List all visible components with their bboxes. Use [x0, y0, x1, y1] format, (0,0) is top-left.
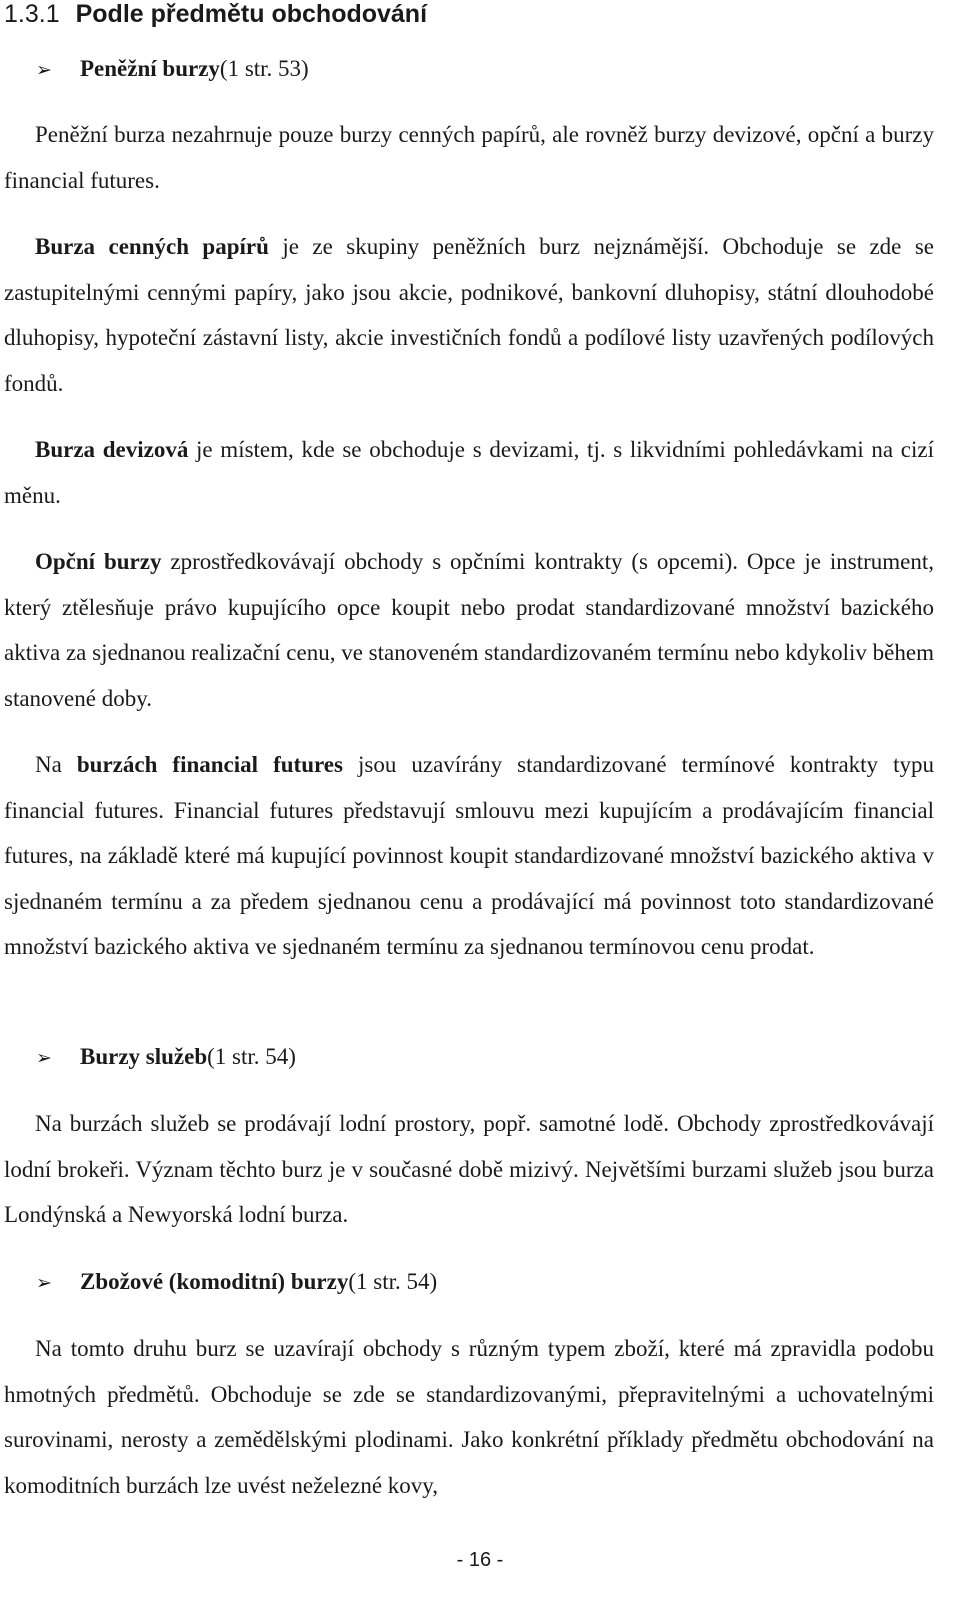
paragraph-text: jsou uzavírány standardizované termínové kontrakty typu financial futures. Financial futures představují smlouvu mezi kupujícím a prodávajícím financial futures, na základě které má kupující povinnost koupit standardizované množství bazického aktiva v sjednaném termínu a za předem sjednanou cenu a prodávající má povinnost toto standardizované množství bazického aktiva ve sjednaném termínu za sjednanou termínovou cenu prodat.: [4, 752, 934, 959]
section-number: 1.3.1: [4, 0, 60, 28]
paragraph-currency-exchange: [4, 427, 934, 518]
section-title: Podle předmětu obchodování: [75, 0, 428, 28]
paragraph-text: Na: [35, 752, 77, 777]
paragraph-text: je ze skupiny peněžních burz nejznámější. Obchoduje se zde se zastupitelnými cennými papíry, jako jsou akcie, podnikové, bankovní dluhopisy, státní dlouhodobé dluhopisy, hypoteční zástavní listy, akcie investičních fondů a podílové listy uzavřených podílových fondů.: [4, 234, 934, 396]
term-currency-exchange: Burza devizová: [35, 437, 189, 462]
paragraph-option-exchanges: [4, 539, 934, 721]
bullet-reference: (1 str. 53): [219, 56, 309, 81]
section-heading: [4, 0, 427, 32]
bullet-title: Zbožové (komoditní) burzy: [80, 1269, 349, 1294]
arrow-bullet-icon: ➢: [36, 1047, 52, 1069]
bullet-money-exchanges: [36, 54, 309, 85]
bullet-commodity-exchanges: [36, 1267, 437, 1298]
term-financial-futures: burzách financial futures: [76, 752, 343, 777]
bullet-services-exchanges: [36, 1042, 296, 1073]
paragraph-text: zprostředkovávají obchody s opčními kontrakty (s opcemi). Opce je instrument, který ztělesňuje právo kupujícího opce koupit nebo prodat standardizované množství bazického aktiva za sjednanou realizační cenu, ve stanoveném standardizovaném termínu nebo kdykoliv během stanovené doby.: [4, 549, 934, 711]
page-number: - 16 -: [456, 1549, 504, 1571]
bullet-reference: (1 str. 54): [348, 1269, 438, 1294]
paragraph-financial-futures: [4, 742, 934, 970]
paragraph-services: Na burzách služeb se prodávají lodní prostory, popř. samotné lodě. Obchody zprostředkovávají lodní brokeři. Význam těchto burz je v současné době mizivý. Největšími burzami služeb jsou burza Londýnská a Newyorská lodní burza.: [4, 1111, 934, 1227]
term-option-exchanges: Opční burzy: [35, 549, 162, 574]
paragraph-text: je místem, kde se obchoduje s devizami, tj. s likvidními pohledávkami na cizí měnu.: [4, 437, 935, 508]
bullet-title: Peněžní burzy: [80, 56, 220, 81]
arrow-bullet-icon: ➢: [36, 59, 52, 81]
paragraph-money-intro: Peněžní burza nezahrnuje pouze burzy cenných papírů, ale rovněž burzy devizové, opční a burzy financial futures.: [4, 122, 934, 193]
bullet-reference: (1 str. 54): [207, 1044, 296, 1069]
arrow-bullet-icon: ➢: [36, 1272, 52, 1294]
paragraph-stock-exchange: [4, 224, 934, 406]
paragraph-commodity: Na tomto druhu burz se uzavírají obchody s různým typem zboží, které má zpravidla podobu hmotných předmětů. Obchoduje se zde se standardizovanými, přepravitelnými a uchovatelnými surovinami, nerosty a zemědělskými plodinami. Jako konkrétní příklady předmětu obchodování na komoditních burzách lze uvést neželezné kovy,: [4, 1336, 934, 1498]
bullet-title: Burzy služeb: [80, 1044, 208, 1069]
term-stock-exchange: Burza cenných papírů: [35, 234, 269, 259]
